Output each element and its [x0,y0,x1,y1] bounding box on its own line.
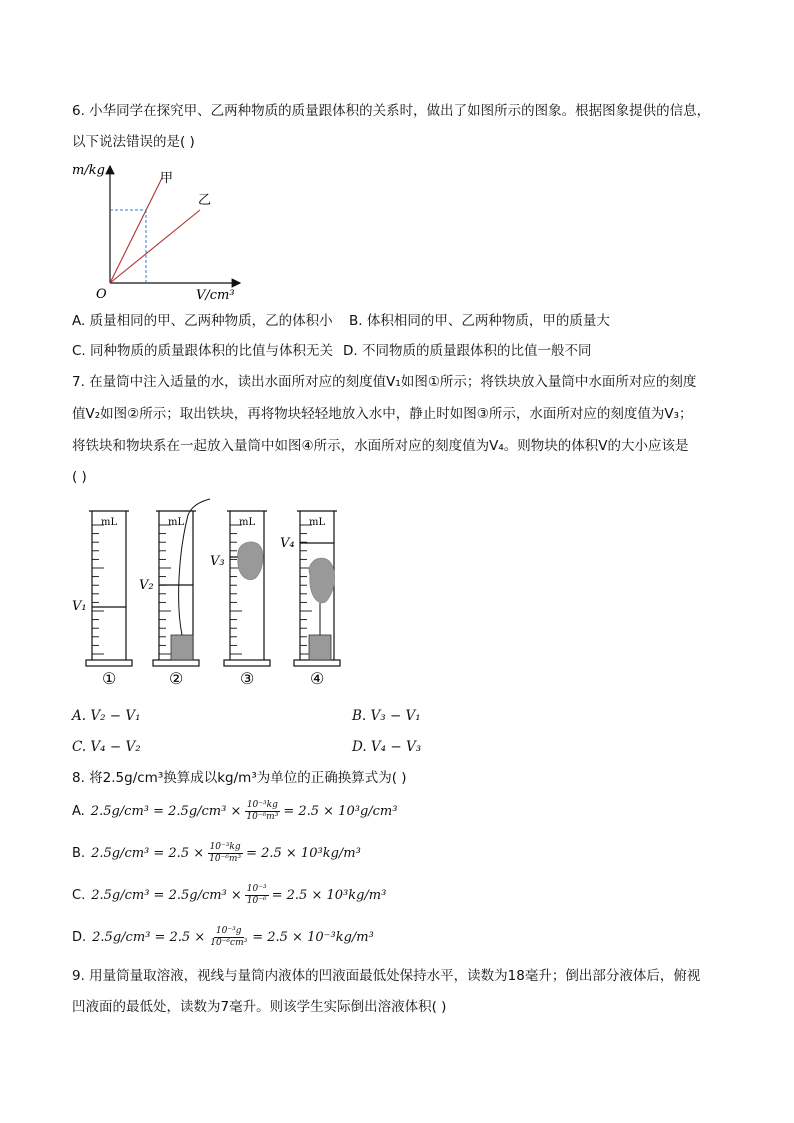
unit-label: mL [101,517,118,528]
q6-option-c: C. 同种物质的质量跟体积的比值与体积无关 [72,343,334,359]
cylinder-base [86,660,132,666]
label-yi: 乙 [198,193,212,208]
q7-stem-line4: ( ) [72,469,87,485]
q6-stem-line1: 6. 小华同学在探究甲、乙两种物质的质量跟体积的关系时，做出了如图所示的图象。根据图象提供的信息， [72,103,711,119]
cylinder-base [224,660,270,666]
level-label: V₂ [139,578,154,593]
label-jia: 甲 [160,171,174,186]
unit-label: mL [309,517,326,528]
y-axis-label: m/kg [72,163,105,178]
origin-label: O [96,287,107,302]
cylinder-4 [280,511,340,688]
q8-option-a: A. 2.5g/cm³ = 2.5g/cm³ × $\frac{\text{10⁻³kg}}{\text{10⁻⁶m³}}$ = 2.5 × 10³g/cm³ [72,800,398,822]
level-label: V₁ [72,599,87,614]
iron-block-tied [309,635,331,660]
figure-caption: ② [169,669,184,688]
q9-stem-line2: 凹液面的最低处，读数为7毫升。则该学生实际倒出溶液体积( ) [72,999,447,1015]
q7-stem-line3: 将铁块和物块系在一起放入量筒中如图④所示，水面所对应的刻度值为V₄。则物块的体积V的大小应该是 [72,438,689,454]
q7-stem-line1: 7. 在量筒中注入适量的水，读出水面所对应的刻度值V₁如图①所示；将铁块放入量筒中水面所对应的刻度 [72,374,697,390]
unit-label: mL [239,517,256,528]
cylinder-3 [210,511,270,688]
q7-option-a: A. V₂ − V₁ [72,708,141,724]
object-block-tied [309,558,334,603]
q6-option-b: B. 体积相同的甲、乙两种物质，甲的质量大 [349,313,610,329]
cylinder-base [153,660,199,666]
level-label: V₃ [210,554,225,569]
figure-caption: ④ [310,669,325,688]
q6-mass-volume-graph [70,160,250,305]
figure-caption: ① [102,669,117,688]
q7-stem-line2: 值V₂如图②所示；取出铁块，再将物块轻轻地放入水中，静止时如图③所示，水面所对应的刻度值为V₃； [72,406,693,422]
q8-option-c: C. 2.5g/cm³ = 2.5g/cm³ × $\frac{\text{10⁻³}}{\text{10⁻⁶}}$ = 2.5 × 10³kg/m³ [72,884,387,906]
q8-option-d: D. 2.5g/cm³ = 2.5 × $\frac{\text{10⁻³g}}{\text{10⁻⁶cm³}}$ = 2.5 × 10⁻³kg/m³ [72,926,374,948]
iron-block [171,635,193,660]
q9-stem-line1: 9. 用量筒量取溶液，视线与量筒内液体的凹液面最低处保持水平，读数为18毫升；倒出部分液体后，俯视 [72,968,701,984]
q6-option-d: D. 不同物质的质量跟体积的比值一般不同 [343,343,592,359]
level-label: V₄ [280,536,295,551]
figure-caption: ③ [240,669,255,688]
line-yi [110,210,200,283]
unit-label: mL [168,517,185,528]
object-block [238,542,263,580]
q7-option-c: C. V₄ − V₂ [72,739,141,755]
q8-option-b: B. 2.5g/cm³ = 2.5 × $\frac{\text{10⁻³kg}}{\text{10⁻⁶m³}}$ = 2.5 × 10³kg/m³ [72,842,361,864]
x-axis-label: V/cm³ [196,288,235,303]
q7-option-d: D. V₄ − V₃ [352,739,422,755]
q6-option-a: A. 质量相同的甲、乙两种物质，乙的体积小 [72,313,333,329]
q7-measuring-cylinders [70,495,360,695]
q8-stem: 8. 将2.5g/cm³换算成以kg/m³为单位的正确换算式为( ) [72,770,407,786]
q6-stem-line2: 以下说法错误的是( ) [72,134,195,150]
cylinder-base [294,660,340,666]
cylinder-2 [139,511,199,688]
cylinder-1 [72,511,132,688]
q7-option-b: B. V₃ − V₁ [352,708,421,724]
line-jia [110,178,162,283]
